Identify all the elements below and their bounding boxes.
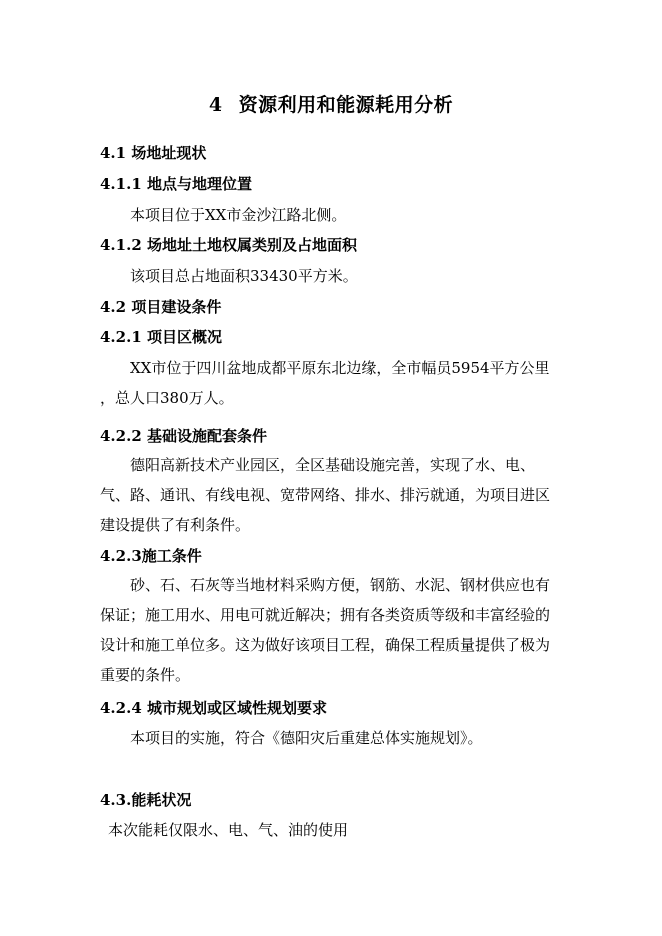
heading-4-2: 4.2 项目建设条件 xyxy=(100,298,222,316)
heading-4-1-1: 4.1.1 地点与地理位置 xyxy=(100,175,252,193)
paragraph-4-3: 本次能耗仅限水、电、气、油的使用 xyxy=(108,821,349,839)
paragraph-4-2-4: 本项目的实施，符合《德阳灾后重建总体实施规划》。 xyxy=(130,729,483,747)
heading-4-2-3: 4.2.3施工条件 xyxy=(100,547,202,565)
heading-4-3: 4.3.能耗状况 xyxy=(100,791,192,809)
heading-4-2-2: 4.2.2 基础设施配套条件 xyxy=(100,427,267,445)
paragraph-4-1-1: 本项目位于XX市金沙江路北侧。 xyxy=(130,206,347,224)
paragraph-4-2-2: 德阳高新技术产业园区，全区基础设施完善，实现了水、电、气、路、通讯、有线电视、宽带网络、排水、排污就通，为项目进区建设提供了有利条件。 xyxy=(100,456,551,534)
paragraph-4-2-1-line2: ，总人口380万人。 xyxy=(100,389,234,407)
paragraph-4-1-2: 该项目总占地面积33430平方米。 xyxy=(130,267,358,285)
chapter-number: 4 xyxy=(208,94,223,116)
heading-4-1-2: 4.1.2 场地址土地权属类别及占地面积 xyxy=(100,236,357,254)
heading-4-1: 4.1 场地址现状 xyxy=(100,144,207,162)
heading-4-2-1: 4.2.1 项目区概况 xyxy=(100,328,222,346)
chapter-title xyxy=(0,90,662,117)
paragraph-4-2-3: 砂、石、石灰等当地材料采购方便，钢筋、水泥、钢材供应也有保证；施工用水、用电可就近解决；拥有各类资质等级和丰富经验的设计和施工单位多。这为做好该项目工程，确保工程质量提供了极为重要的条件。 xyxy=(100,576,551,684)
chapter-title-text: 资源利用和能源耗用分析 xyxy=(238,94,454,116)
heading-4-2-4: 4.2.4 城市规划或区域性规划要求 xyxy=(100,699,327,717)
paragraph-4-2-1-line1: XX市位于四川盆地成都平原东北边缘，全市幅员5954平方公里 xyxy=(130,359,550,377)
